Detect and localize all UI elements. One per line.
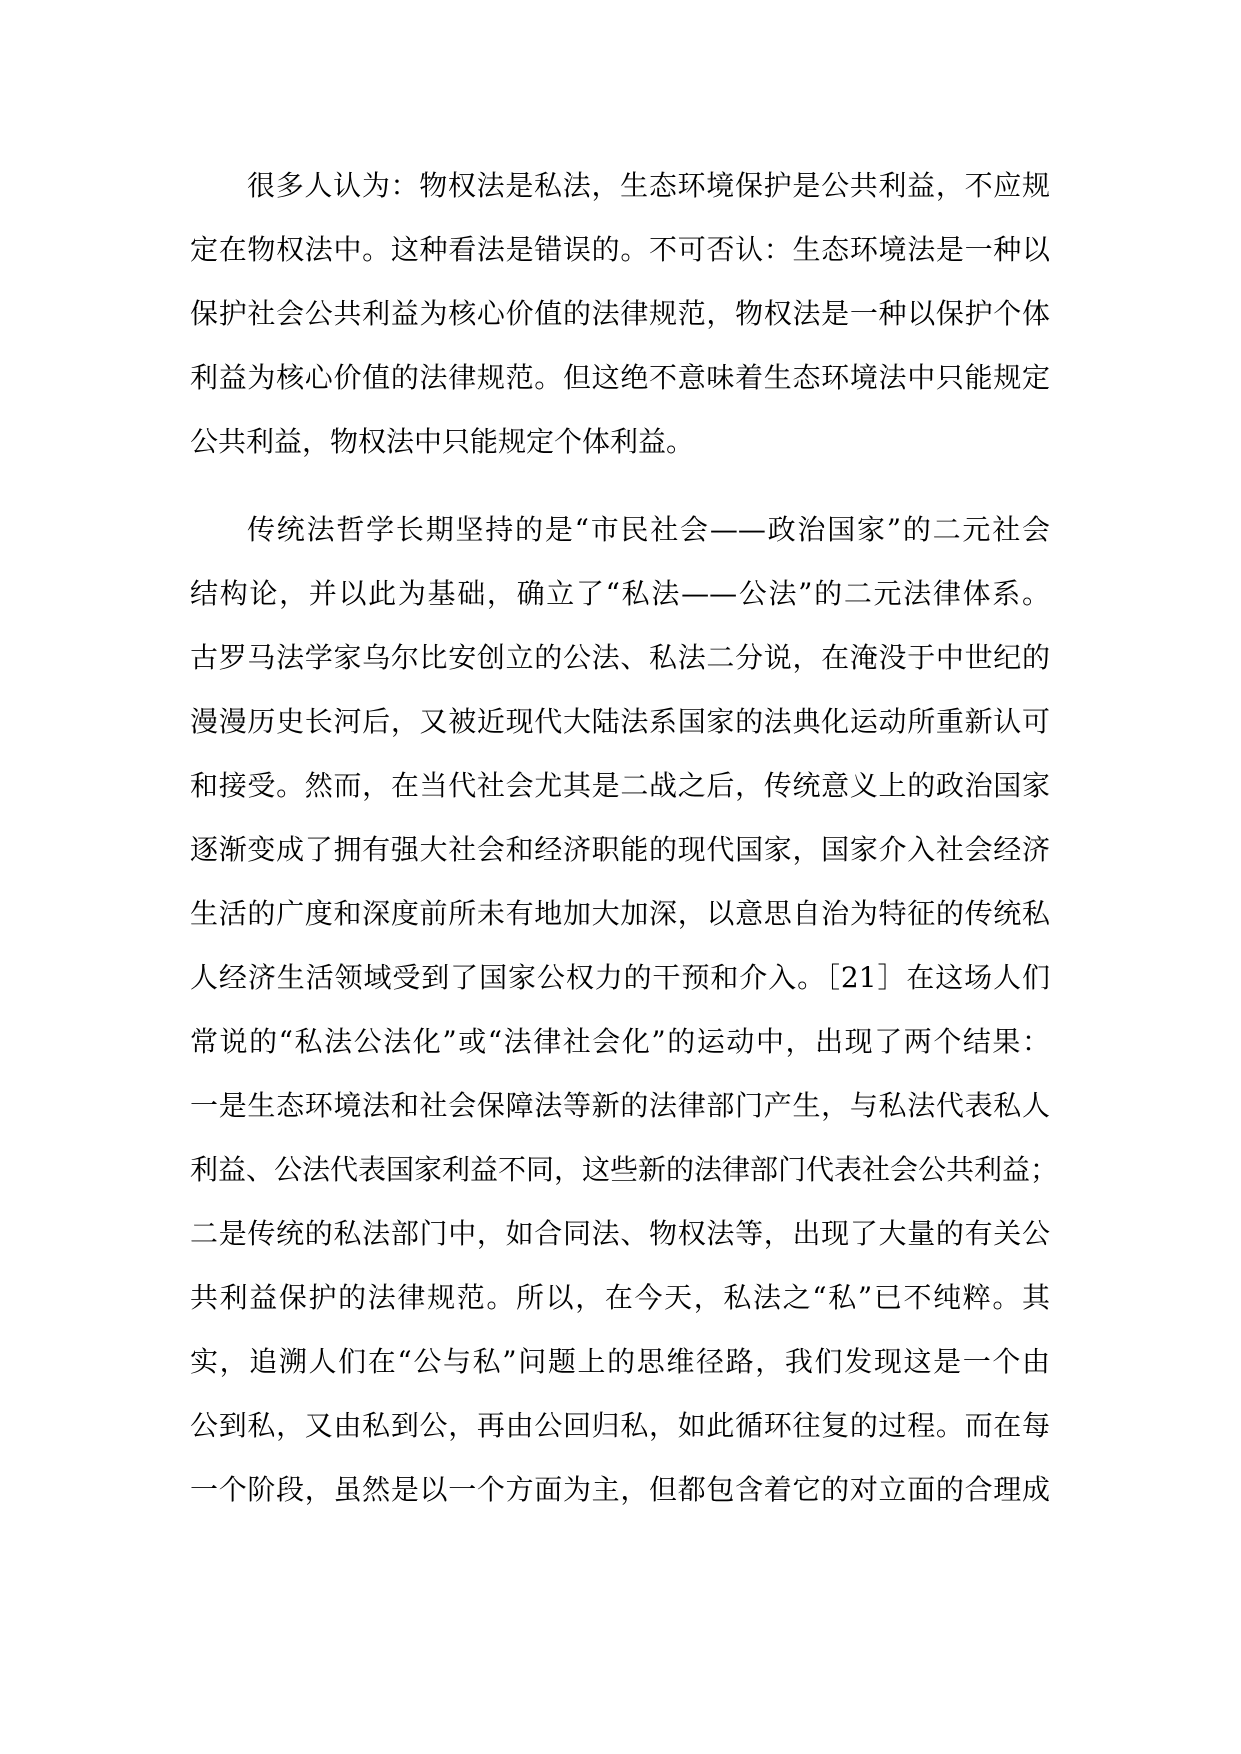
text-line: 结构论，并以此为基础，确立了“私法——公法”的二元法律体系。 [190, 577, 1050, 610]
text-line: 逐渐变成了拥有强大社会和经济职能的现代国家，国家介入社会经济 [190, 833, 1050, 866]
text-line: 古罗马法学家乌尔比安创立的公法、私法二分说，在淹没于中世纪的 [190, 641, 1050, 674]
text-line: 利益为核心价值的法律规范。但这绝不意味着生态环境法中只能规定 [190, 361, 1050, 394]
text-line: 共利益保护的法律规范。所以，在今天，私法之“私”已不纯粹。其 [190, 1281, 1050, 1314]
text-line: 和接受。然而，在当代社会尤其是二战之后，传统意义上的政治国家 [190, 769, 1050, 802]
text-line: 很多人认为：物权法是私法，生态环境保护是公共利益，不应规 [247, 169, 1050, 202]
paragraph-1 [190, 154, 1050, 474]
text-line: 保护社会公共利益为核心价值的法律规范，物权法是一种以保护个体 [190, 297, 1050, 330]
paragraph-2 [190, 498, 1059, 1522]
text-line: 常说的“私法公法化”或“法律社会化”的运动中，出现了两个结果： [190, 1025, 1050, 1058]
text-line: 实，追溯人们在“公与私”问题上的思维径路，我们发现这是一个由 [190, 1345, 1050, 1378]
text-line: 定在物权法中。这种看法是错误的。不可否认：生态环境法是一种以 [190, 233, 1050, 266]
text-line: 二是传统的私法部门中，如合同法、物权法等，出现了大量的有关公 [190, 1217, 1050, 1250]
text-line: 一是生态环境法和社会保障法等新的法律部门产生，与私法代表私人 [190, 1089, 1050, 1122]
text-line: 漫漫历史长河后，又被近现代大陆法系国家的法典化运动所重新认可 [190, 705, 1050, 738]
text-line: 人经济生活领域受到了国家公权力的干预和介入。［21］在这场人们 [190, 961, 1050, 994]
text-line: 公到私，又由私到公，再由公回归私，如此循环往复的过程。而在每 [190, 1409, 1050, 1442]
text-line: 利益、公法代表国家利益不同，这些新的法律部门代表社会公共利益； [190, 1153, 1059, 1186]
text-line: 公共利益，物权法中只能规定个体利益。 [190, 425, 695, 458]
text-line: 传统法哲学长期坚持的是“市民社会——政治国家”的二元社会 [247, 513, 1050, 546]
text-line: 一个阶段，虽然是以一个方面为主，但都包含着它的对立面的合理成 [190, 1473, 1050, 1506]
text-line: 生活的广度和深度前所未有地加大加深，以意思自治为特征的传统私 [190, 897, 1050, 930]
